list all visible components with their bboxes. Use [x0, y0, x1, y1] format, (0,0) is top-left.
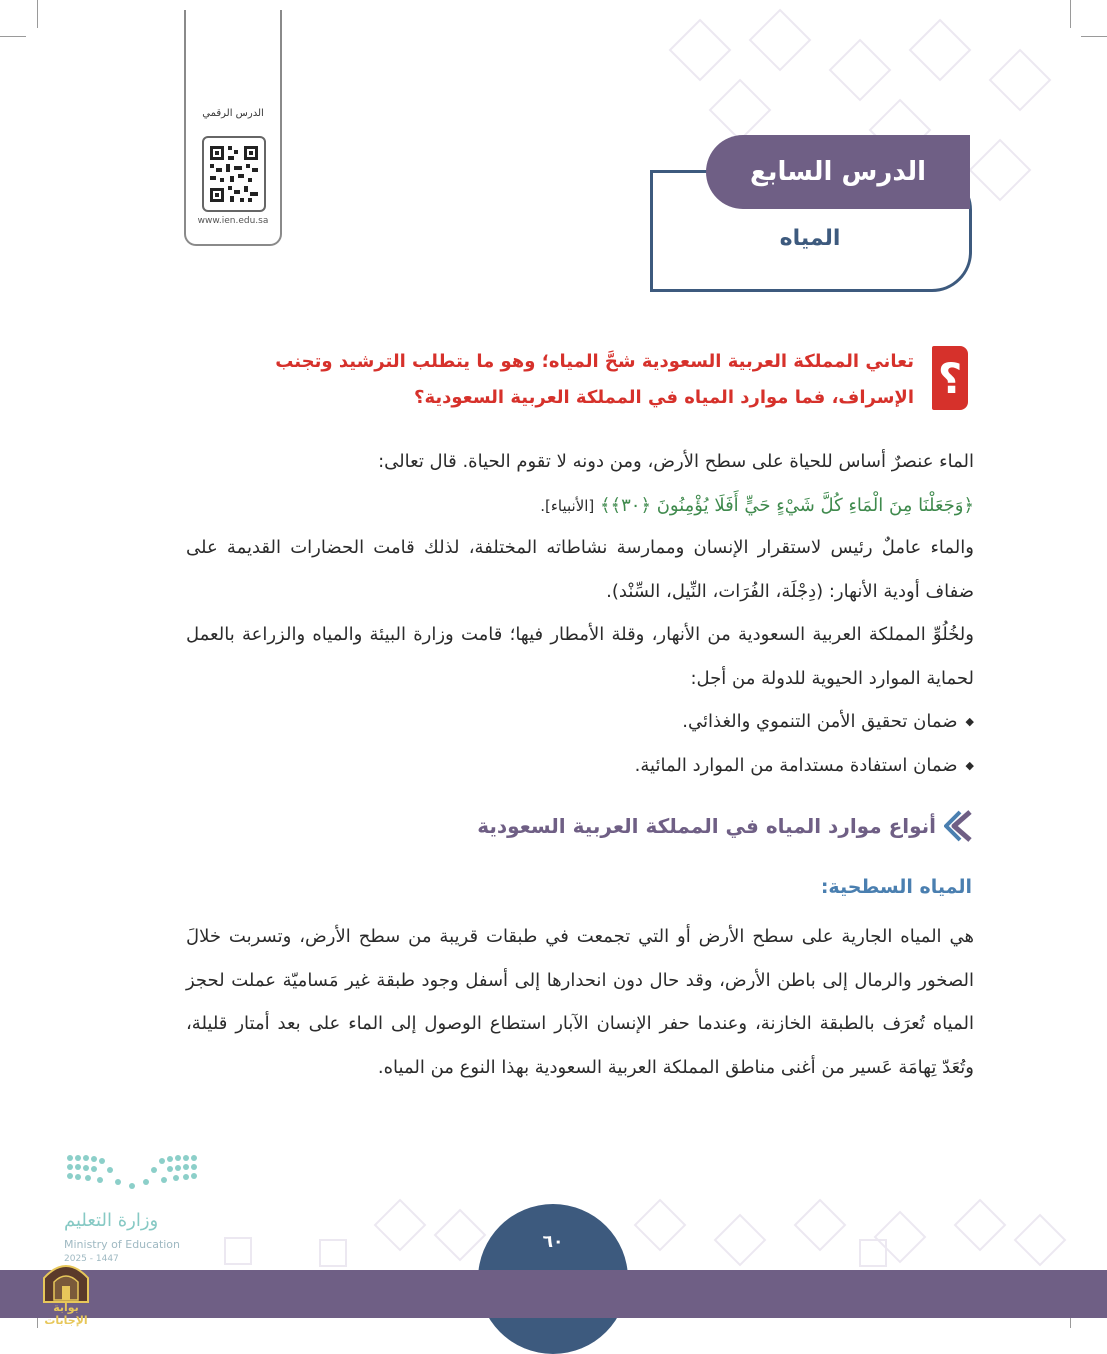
- answers-portal-text: بوابة الإجابات: [44, 1301, 88, 1327]
- section-heading-text: أنواع موارد المياه في المملكة العربية السعودية: [477, 814, 936, 838]
- digital-lesson-label: الدرس الرقمي: [202, 108, 264, 119]
- ministry-name-arabic: وزارة التعليم: [64, 1210, 159, 1231]
- lesson-question: [180, 344, 914, 416]
- quran-verse: ﴿وَجَعَلْنَا مِنَ الْمَاءِ كُلَّ شَيْءٍ حَيٍّ أَفَلَا يُؤْمِنُونَ ﴿٣٠﴾﴾: [600, 494, 974, 516]
- crop-mark: [1081, 36, 1107, 37]
- digital-lesson-tab[interactable]: [184, 10, 282, 246]
- section-heading: [420, 808, 972, 844]
- crop-mark: [0, 36, 26, 37]
- page-number: ٦٠: [542, 1232, 564, 1252]
- verse-reference: [الأنبياء].: [540, 496, 595, 515]
- paragraph-civilizations: والماء عاملٌ رئيس لاستقرار الإنسان وممارسة نشاطاته المختلفة، لذلك قامت الحضارات القديمة على ضفاف أودية الأنهار: (دِجْلَة، الفُرَات، النِّيل، السِّنْد).: [186, 537, 974, 602]
- digital-lesson-url[interactable]: www.ien.edu.sa: [197, 216, 269, 226]
- list-item: ◆ ضمان تحقيق الأمن التنموي والغذائي.: [186, 700, 974, 744]
- footer-bar: [0, 1270, 1107, 1318]
- quran-verse-line: [186, 484, 974, 529]
- ministry-year: 2025 - 1447: [64, 1254, 119, 1264]
- subheading-surface-water: المياه السطحية:: [820, 876, 972, 898]
- lesson-subtitle: المياه: [779, 226, 841, 251]
- qr-code-icon[interactable]: [202, 136, 266, 212]
- question-line: الإسراف، فما موارد المياه في المملكة العربية السعودية؟: [414, 387, 914, 408]
- intro-paragraph: [186, 440, 974, 528]
- question-line: تعاني المملكة العربية السعودية شحَّ المياه؛ وهو ما يتطلب الترشيد وتجنب: [275, 351, 914, 372]
- crop-mark: [37, 0, 38, 28]
- question-mark-icon: ؟: [932, 346, 968, 410]
- chevron-left-icon: [944, 808, 972, 844]
- ministry-name-english: Ministry of Education: [64, 1238, 181, 1251]
- crop-mark: [1070, 0, 1071, 28]
- paragraph-ministry: ولخُلُوِّ المملكة العربية السعودية من الأنهار، وقلة الأمطار فيها؛ قامت وزارة البيئة والمياه والزراعة بالعمل لحماية الموارد الحيوية للدولة من أجل:: [186, 624, 974, 689]
- lesson-title: الدرس السابع: [706, 135, 970, 209]
- goals-list: [186, 700, 974, 788]
- surface-water-paragraph: هي المياه الجارية على سطح الأرض أو التي تجمعت في طبقات قريبة من سطح الأرض، وتسربت خلالَ الصخور والرمال إلى باطن الأرض، وقد حال دون انحدارها إلى أسفل وجود طبقة غير مَساميّة عملت لحجز المياه تُعرَف بالطبقة الخازنة، وعندما حفر الإنسان الآبار استطاع الوصول إلى الماء على بعد أمتار قليلة، وتُعَدّ تِهامَة عَسير من أغنى مناطق المملكة العربية السعودية بهذا النوع من المياه.: [186, 926, 974, 1078]
- intro-text: الماء عنصرٌ أساس للحياة على سطح الأرض، ومن دونه لا تقوم الحياة. قال تعالى:: [378, 451, 974, 472]
- list-item: ◆ ضمان استفادة مستدامة من الموارد المائية.: [186, 744, 974, 788]
